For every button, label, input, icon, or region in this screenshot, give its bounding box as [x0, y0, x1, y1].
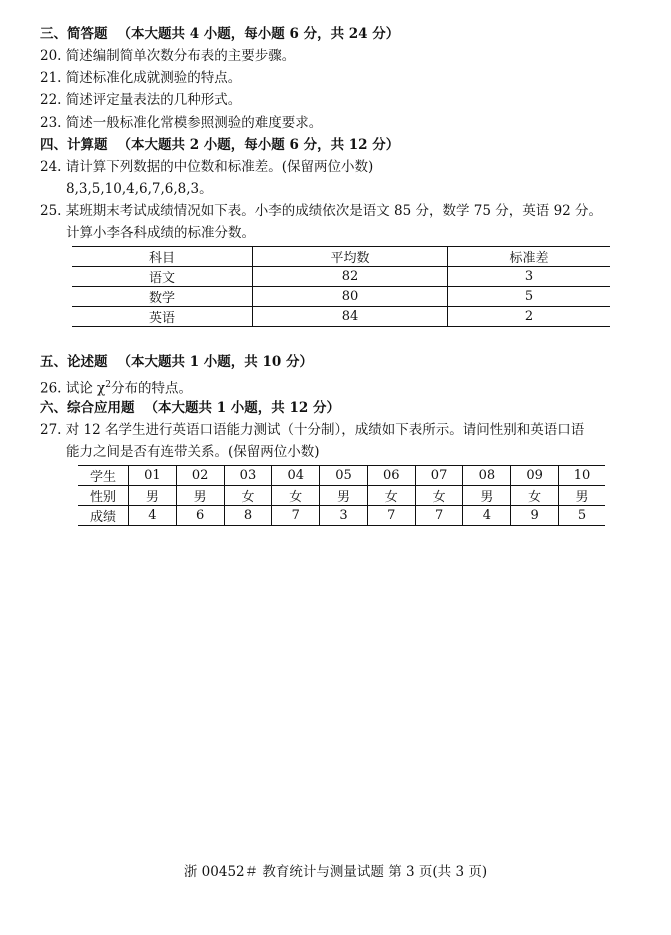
table-cell: 04: [272, 466, 320, 486]
question-25-continued: 计算小李各科成绩的标准分数。: [66, 225, 255, 241]
section-5-heading: [40, 352, 313, 372]
question-20: 20. 简述编制简单次数分布表的主要步骤。: [40, 48, 296, 64]
table-row: [78, 506, 605, 526]
table-cell: 05: [320, 466, 368, 486]
table-cell: 9: [511, 506, 559, 526]
table-cell: 82: [253, 267, 448, 287]
question-27: 27. 对 12 名学生进行英语口语能力测试（十分制），成绩如下表所示。请问性别和英语口语: [40, 422, 585, 438]
table-cell: 03: [224, 466, 272, 486]
table-row: [72, 267, 610, 287]
section-note: （本大题共 4 小题，每小题 6 分，共 24 分）: [117, 26, 400, 42]
section-note: （本大题共 1 小题，共 10 分）: [117, 354, 313, 370]
table-cell: 女: [511, 486, 559, 506]
table-cell: 女: [367, 486, 415, 506]
table-row: [78, 466, 605, 486]
question-23: 23. 简述一般标准化常模参照测验的难度要求。: [40, 115, 323, 131]
section-title: 五、论述题: [40, 354, 108, 370]
table-cell: 5: [559, 506, 605, 526]
table-cell: 6: [176, 506, 224, 526]
table-row: [72, 307, 610, 327]
page-footer: 浙 00452＃ 教育统计与测量试题 第 3 页(共 3 页): [183, 864, 488, 880]
section-title: 四、计算题: [40, 137, 108, 153]
table-cell: 7: [415, 506, 463, 526]
table-cell: 7: [272, 506, 320, 526]
table-cell: 84: [253, 307, 448, 327]
table-cell: 06: [367, 466, 415, 486]
score-statistics-table: [72, 246, 610, 327]
question-26-start: 26. 试论 χ: [40, 380, 106, 397]
table-cell: 英语: [72, 307, 253, 327]
section-3-heading: [40, 24, 399, 44]
table-cell: 语文: [72, 267, 253, 287]
question-26: [40, 375, 192, 399]
row-header: 性别: [78, 486, 129, 506]
table-cell: 男: [129, 486, 177, 506]
section-note: （本大题共 1 小题，共 12 分）: [144, 400, 340, 416]
table-cell: 07: [415, 466, 463, 486]
question-24-data: 8,3,5,10,4,6,7,6,8,3。: [66, 181, 213, 197]
table-cell: 4: [129, 506, 177, 526]
question-22: 22. 简述评定量表法的几种形式。: [40, 92, 242, 108]
table-cell: 女: [415, 486, 463, 506]
table-cell: 男: [559, 486, 605, 506]
table-cell: 男: [320, 486, 368, 506]
section-6-heading: [40, 398, 340, 418]
table-cell: 08: [463, 466, 511, 486]
section-title: 六、综合应用题: [40, 400, 135, 416]
row-header: 学生: [89, 470, 116, 485]
question-24: 24. 请计算下列数据的中位数和标准差。(保留两位小数): [40, 159, 374, 175]
table-cell: 09: [511, 466, 559, 486]
table-cell: 02: [176, 466, 224, 486]
question-21: 21. 简述标准化成就测验的特点。: [40, 70, 242, 86]
header-cell: 科目: [148, 251, 175, 266]
header-cell: 标准差: [448, 247, 611, 267]
table-cell: 4: [463, 506, 511, 526]
table-cell: 女: [224, 486, 272, 506]
table-cell: 10: [559, 466, 605, 486]
row-header: 成绩: [78, 506, 129, 526]
table-cell: 男: [463, 486, 511, 506]
table-header-row: [72, 247, 610, 267]
header-cell: 平均数: [253, 247, 448, 267]
section-note: （本大题共 2 小题，每小题 6 分，共 12 分）: [117, 137, 400, 153]
question-25: 25. 某班期末考试成绩情况如下表。小李的成绩依次是语文 85 分，数学 75 分，英语 92 分。: [40, 203, 603, 219]
section-4-heading: [40, 135, 399, 155]
table-cell: 5: [448, 287, 611, 307]
table-cell: 7: [367, 506, 415, 526]
superscript: 2: [105, 380, 111, 390]
table-cell: 女: [272, 486, 320, 506]
table-cell: 3: [320, 506, 368, 526]
table-cell: 男: [176, 486, 224, 506]
table-cell: 8: [224, 506, 272, 526]
question-27-continued: 能力之间是否有连带关系。(保留两位小数): [66, 444, 320, 460]
table-row: [78, 486, 605, 506]
question-26-end: 分布的特点。: [110, 380, 192, 397]
section-title: 三、简答题: [40, 26, 108, 42]
table-cell: 2: [448, 307, 611, 327]
table-row: [72, 287, 610, 307]
table-cell: 数学: [72, 287, 253, 307]
table-cell: 01: [129, 466, 177, 486]
table-cell: 80: [253, 287, 448, 307]
oral-test-table: [78, 465, 605, 526]
table-cell: 3: [448, 267, 611, 287]
